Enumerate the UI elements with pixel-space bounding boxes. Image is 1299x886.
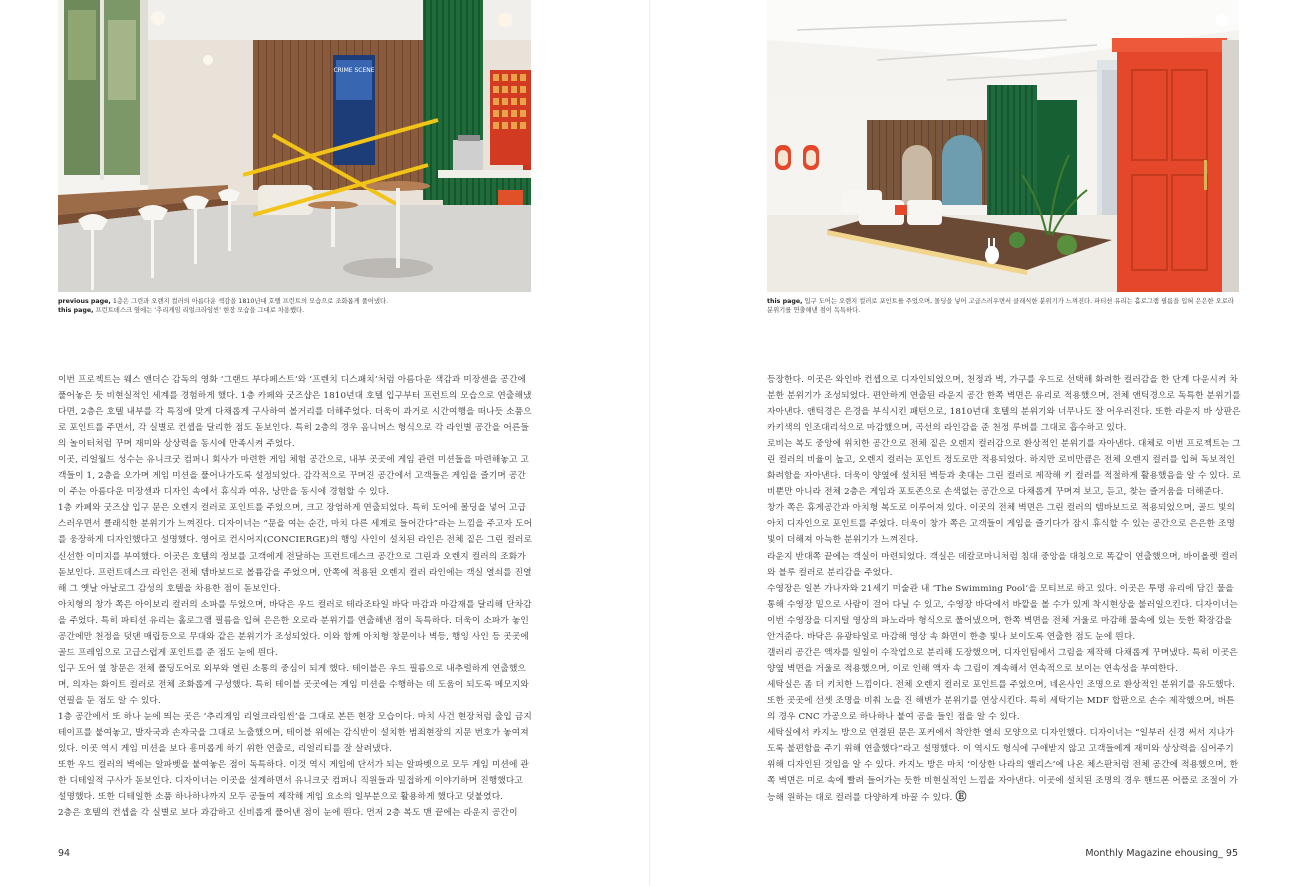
body-paragraph: 로비는 복도 중앙에 위치한 공간으로 전체 짙은 오렌지 컬러감으로 환상적인 분위기를 자아낸다. 대체로 이번 프로젝트는 그린 컬러의 비율이 높고, 오렌지 컬러는 포인트 정도로만 적용되었다. 하지만 로비만큼은 전체 오렌지 컬러를 입혀 독보적인 화려함을 자아낸다. 더욱이 양옆에 설치된 벽등과 촛대는 그린 컬러로 제작해 키 컬러를 적절하게 활용했음을 알 수 있다. 로비뿐만 아니라 전체 2층은 게임과 포토존으로 손색없는 공간으로 다채롭게 꾸며져 보고, 듣고, 찾는 즐거움을 더해준다. [767,439,1241,498]
page-number-left: 94 [58,848,71,859]
article-body-left [58,372,533,821]
body-paragraph-text: 세탁실에서 카지노 방으로 연결된 문은 포커에서 착안한 열쇠 모양으로 디자인했다. 디자이너는 “일부러 신경 써서 지나가도록 불편함을 주기 위해 연출했다”라고 설명했다. 이 역시도 형식에 구애받지 않고 고객들에게 재미와 상상력을 심어주기 위해 디자인된 것임을 알 수 있다. 카지노 방은 마치 ‘이상한 나라의 앨리스’에 나온 체스판처럼 전체 공간에 적용했으며, 한쪽 벽면은 미로 속에 빨려 들어가는 듯한 비현실적인 느낌을 자아낸다. 이곳에 설치된 조명의 경우 핸드폰 어플로 조절이 가능해 원하는 대로 컬러를 다양하게 바꿀 수 있다. [767,728,1239,804]
caption-line [58,306,531,315]
body-paragraph: 등장한다. 이곳은 와인바 컨셉으로 디자인되었으며, 천정과 벽, 가구를 우드로 선택해 화려한 컬러감을 한 단계 다운시켜 차분한 분위기가 조성되었다. 편안하게 연출된 라운지 공간 한쪽 벽면은 유리로 적용했으며, 전체 앤틱경으로 독특한 분위기를 자아낸다. 앤틱경은 은경을 부식시킨 패턴으로, 1810년대 호텔의 분위기와 너무나도 잘 어우러진다. 또한 라운지 바 상판은 카키색의 인조대리석으로 마감했으며, 곡선의 라인감을 준 천정 루버를 그대로 흡수하고 있다. [767,375,1241,434]
body-paragraph: 창가 쪽은 휴게공간과 아치형 복도로 이루어져 있다. 이곳의 전체 벽면은 그린 컬러의 템바보드로 적용되었으며, 골드 빛의 아치 디자인으로 포인트를 주었다. 더욱이 창가 쪽은 고객들이 게임을 즐기다가 잠시 휴식할 수 있는 공간으로 은은한 조명빛이 더해져 아늑한 분위기가 느껴진다. [767,503,1236,546]
body-paragraph: 2층은 호텔의 컨셉을 각 실별로 보다 과감하고 신비롭게 풀어낸 점이 눈에 띈다. 먼저 2층 복도 맨 끝에는 라운지 공간이 [58,808,518,819]
body-paragraph-last [767,725,1241,806]
caption-lead: previous page, [58,298,111,305]
body-paragraph: 또한 우드 컬러의 벽에는 알파벳을 붙여놓은 점이 독특하다. 이것 역시 게임에 단서가 되는 알파벳으로 모두 게임 미션에 관한 디테일적 구사가 돋보인다. 디자이너는 이곳을 설계하면서 유니크굿 컴퍼니 직원들과 밀접하게 이야기하며 진행했다고 설명했다. 또한 디테일한 소품 하나하나까지 모두 공들여 제작해 게임 요소의 일부분으로 활용하게 했다고 덧붙였다. [58,760,529,803]
cafe-interior-illustration [58,0,531,292]
caption-text: 1층은 그린과 오렌지 컬러의 아름다운 색감을 1810년대 호텔 프런트의 모습으로 조화롭게 풀어냈다. [110,298,389,305]
page-gutter [649,0,650,886]
body-paragraph: 입구 도어 옆 창문은 전체 폴딩도어로 외부와 열린 소통의 중심이 되게 했다. 테이블은 우드 필름으로 내추럴하게 연출했으며, 의자는 화이트 컬러로 전체 조화롭게 구성했다. 특히 테이블 곳곳에는 게임 미션을 수행하는 데 도움이 되도록 메모지와 연필을 둔 점도 알 수 있다. [58,663,529,706]
body-paragraph: 라운지 반대쪽 끝에는 객실이 마련되었다. 객실은 데칼코마니처럼 침대 중앙을 대칭으로 똑같이 연출했으며, 바이올렛 컬러와 블루 컬러로 분리감을 주었다. [767,551,1238,578]
body-paragraph: 이번 프로젝트는 웨스 앤더슨 감독의 영화 ‘그랜드 부다페스트’와 ‘프렌치 디스패치’처럼 아름다운 색감과 미장센을 공간에 풀어놓은 듯 비현실적인 세계를 경험하게 했다. 1층 카페와 굿즈샵은 1810년대 호텔 입구부터 프런트의 모습으로 연출해냈다면, 2층은 호텔 내부를 각 특징에 맞게 다채롭게 구사하여 볼거리를 더해주었다. 더욱이 과거로 시간여행을 떠나듯 소품으로 포인트를 주면서, 각 실별로 컨셉을 달리한 점도 돋보인다. 특히 2층의 경우 옴니버스 형식으로 각 라인별 공간을 어른들의 놀이터처럼 꾸며 재미와 상상력을 동시에 만족시켜 주었다. [58,375,532,450]
body-paragraph: 1층 카페와 굿즈샵 입구 문은 오렌지 컬러로 포인트를 주었으며, 크고 장엄하게 연출되었다. 특히 도어에 몰딩을 넣어 고급스러우면서 클래식한 분위기가 느껴진다. 디자이너는 “문을 여는 순간, 마치 다른 세계로 들어간다”라는 느낌을 주고자 도어를 웅장하게 디자인했다고 설명했다. 영어로 컨시어지(CONCIERGE)의 행잉 사인이 설치된 라인은 전체 짙은 그린 컬러로 신선한 이미지를 부여했다. 이곳은 호텔의 정보를 고객에게 전달하는 프런트데스크 공간으로 그린과 오렌지 컬러의 조화가 돋보인다. 프런트데스크 라인은 전체 템바보드로 볼륨감을 주었으며, 안쪽에 적용된 오렌지 컬러 라인에는 객실 열쇠를 진열해 그 옛날 아날로그 감성의 호텔을 차용한 점이 돋보인다. [58,503,533,594]
crime-scene-sign: CRIME SCENE [333,67,375,74]
body-paragraph: 이곳, 리얼월드 성수는 유니크굿 컴퍼니 회사가 마련한 게임 체험 공간으로, 내부 곳곳에 게임 관련 미션들을 마련해놓고 고객들이 1, 2층을 오가며 게임 미션을 풀어나가도록 설정되었다. 감각적으로 꾸며진 공간에서 고객들은 게임을 즐기며 공간이 주는 아름다운 미장센과 디자인 속에서 휴식과 여유, 낭만을 동시에 경험할 수 있다. [58,455,529,498]
photo-caption-right [767,297,1239,315]
caption-line [58,297,531,306]
body-paragraph: 갤러리 공간은 액자를 일일이 수작업으로 분리해 도장했으며, 디자인팀에서 그림을 제작해 다채롭게 꾸며냈다. 특히 이곳은 양옆 벽면을 거울로 적용했으며, 이로 인해 액자 속 그림이 계속해서 연속적으로 보이는 연속성을 부여한다. [767,647,1238,674]
caption-lead: this page, [58,307,94,314]
cafe-interior-photo [58,0,531,292]
body-paragraph: 아치형의 창가 쪽은 아이보리 컬러의 소파를 두었으며, 바닥은 우드 컬러로 테라조타일 바닥 마감과 마감재를 달리해 단차감을 주었다. 특히 파티션 유리는 홀로그램 필름을 입혀 은은한 오로라 분위기를 연출해낸 점이 독특하다. 더욱이 소파가 놓인 공간에만 천정을 덧댄 매립등으로 무대와 같은 분위기가 조성되었다. 이와 함께 아치형 창문이나 벽등, 행잉 사인 등 곳곳에 골드 프레임으로 고급스럽게 포인트를 준 점도 눈에 띈다. [58,599,532,658]
caption-lead: this page, [767,298,803,305]
end-mark-icon: Ⓔ [955,790,967,804]
body-paragraph: 수영장은 일본 가나자와 21세기 미술관 내 ‘The Swimming Pool’을 모티브로 하고 있다. 이곳은 투명 유리에 담긴 물을 통해 수영장 밑으로 사람이 걸어 다닐 수 있고, 수영장 바닥에서 바깥을 볼 수가 있게 착시현상을 불러일으킨다. 디자이너는 이번 수영장을 디지털 영상의 파노라마 형식으로 풀어냈으며, 한쪽 벽면을 전체 거울로 마감해 물속에 있는 듯한 확장감을 안겨준다. 바닥은 유광타일로 마감해 영상 속 화면이 한층 빛나 보이도록 연출한 점도 눈에 띈다. [767,583,1238,642]
photo-caption-left [58,297,531,315]
page-number-right: Monthly Magazine ehousing_ 95 [1085,848,1238,859]
caption-line [767,297,1239,315]
lobby-interior-illustration [767,0,1239,292]
lobby-interior-photo [767,0,1239,292]
article-body-right [767,372,1241,806]
caption-text: 프런트데스크 옆에는 ‘추리게임 리얼크라임씬’ 현장 모습을 그대로 차용했다. [93,307,305,314]
caption-text: 입구 도어는 오렌지 컬러로 포인트를 주었으며, 몰딩을 넣어 고급스러우면서 클래식한 분위기가 느껴진다. 파티션 유리는 홀로그램 필름을 입혀 은은한 오로라 분위기를 연출해낸 점이 독특하다. [767,298,1234,314]
body-paragraph: 1층 공간에서 또 하나 눈에 띄는 곳은 ‘추리게임 리얼크라임씬’을 그대로 본뜬 현장 모습이다. 마치 사건 현장처럼 출입 금지 테이프를 붙여놓고, 발자국과 손자국을 그대로 노출했으며, 테이블 위에는 감식반이 설치한 범죄현장의 지문 번호가 놓여져 있다. 이곳 역시 게임 미션을 보다 흥미롭게 하기 위한 연출로, 리얼리티를 잘 살려냈다. [58,711,532,755]
body-paragraph: 세탁실은 좀 더 키치한 느낌이다. 전체 오렌지 컬러로 포인트를 주었으며, 네온사인 조명으로 환상적인 분위기를 유도했다. 또한 곳곳에 선셋 조명을 비춰 노을 진 해변가 분위기를 연상시킨다. 특히 세탁기는 MDF 합판으로 손수 제작했으며, 버튼의 경우 CNC 가공으로 하나하나 붙여 공을 들인 점을 알 수 있다. [767,679,1236,722]
